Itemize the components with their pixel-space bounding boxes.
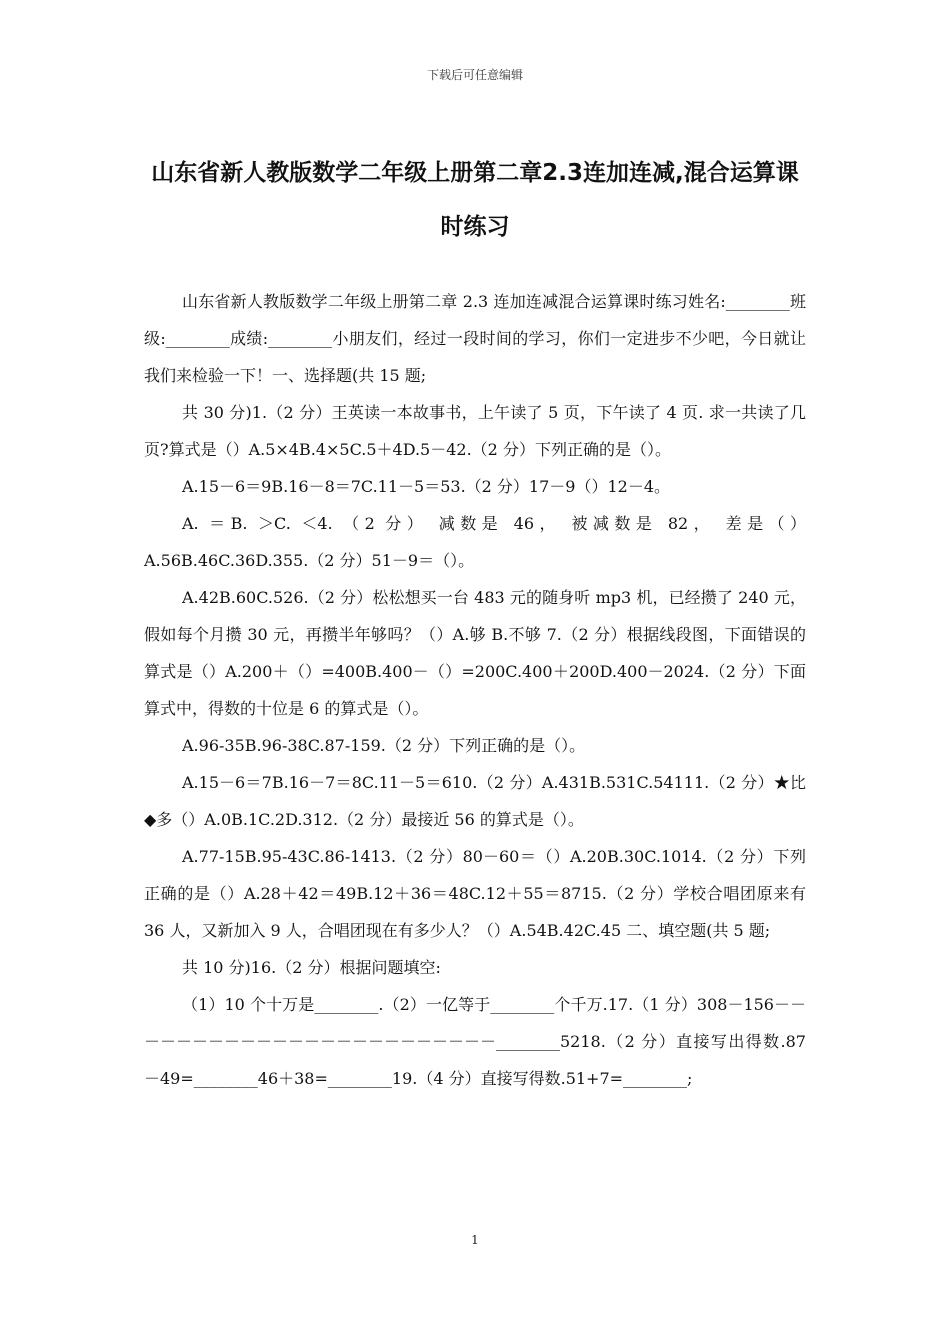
header-note: 下载后可任意编辑 [426, 68, 523, 82]
paragraph: A.15－6＝9B.16－8＝7C.11－5＝53.（2 分）17－9（）12－4。 [182, 477, 671, 496]
page-number: 1 [471, 1233, 479, 1247]
paragraph: 山东省新人教版数学二年级上册第二章 2.3 连加连减混合运算课时练习姓名:________班级:________成绩:________小朋友们，经过一段时间的学习，你们一定进步不少吧，今日就让我们来检验一下！一、选择题(共 15 题; [144, 292, 806, 385]
paragraph: A.96-35B.96-38C.87-159.（2 分）下列正确的是（）。 [182, 736, 586, 755]
paragraph: 共 10 分)16.（2 分）根据问题填空: [182, 958, 441, 977]
document-body [144, 283, 806, 1097]
document-title: 山东省新人教版数学二年级上册第二章2.3连加连减,混合运算课时练习 [151, 160, 799, 240]
paragraph: A.15－6＝7B.16－7＝8C.11－5＝610.（2 分）A.431B.531C.54111.（2 分）★比◆多（）A.0B.1C.2D.312.（2 分）最接近 56 的算式是（）。 [144, 773, 806, 829]
paragraph: A.77-15B.95-43C.86-1413.（2 分）80－60＝（）A.20B.30C.1014.（2 分）下列正确的是（）A.28＋42＝49B.12＋36＝48C.12＋55＝8715.（2 分）学校合唱团原来有 36 人，又新加入 9 人，合唱团现在有多少人？（）A.54B.42C.45 二、填空题(共 5 题; [144, 847, 806, 940]
paragraph: A.42B.60C.526.（2 分）松松想买一台 483 元的随身听 mp3 机，已经攒了 240 元，假如每个月攒 30 元，再攒半年够吗？（）A.够 B.不够 7.（2 分）根据线段图，下面错误的算式是（）A.200＋（）=400B.400－（）=200C.400＋200D.400－2024.（2 分）下面算式中，得数的十位是 6 的算式是（）。 [144, 588, 806, 718]
paragraph: A. ＝B. ＞C. ＜4. （2 分） 减数是 46， 被减数是 82， 差是（）A.56B.46C.36D.355.（2 分）51－9＝（）。 [144, 514, 806, 570]
paragraph: 共 30 分)1.（2 分）王英读一本故事书，上午读了 5 页，下午读了 4 页. 求一共读了几页?算式是（）A.5×4B.4×5C.5＋4D.5－42.（2 分）下列正确的是（）。 [144, 403, 806, 459]
paragraph: （1）10 个十万是________.（2）一亿等于________个千万.17.（1 分）308－156－－－－－－－－－－－－－－－－－－－－－－－－________5218.（2 分）直接写出得数.87－49=________46＋38=________19.（4 分）直接写得数.51+7=________; [144, 995, 806, 1088]
